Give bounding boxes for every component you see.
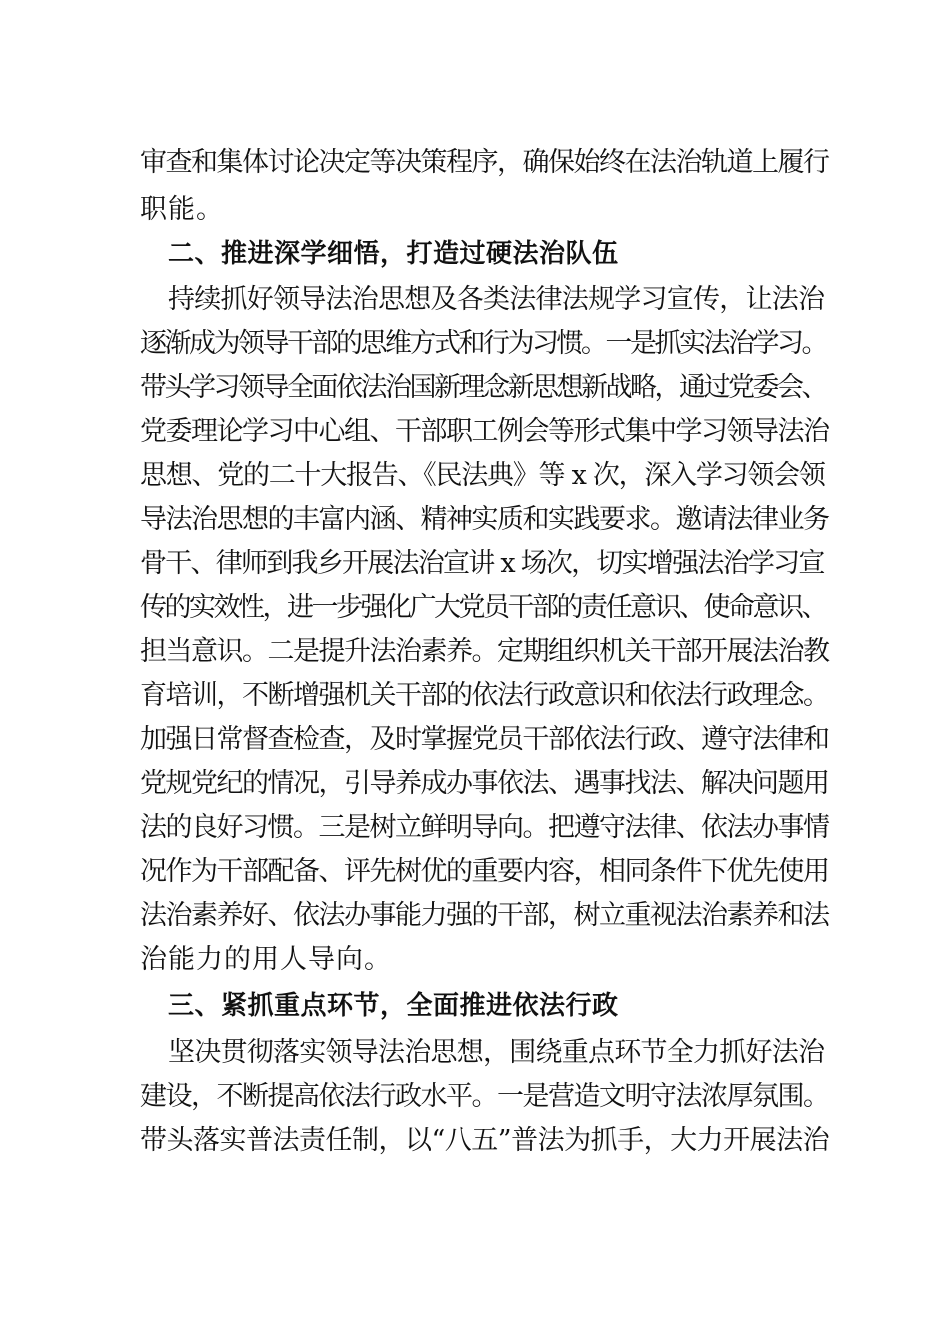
body-line: 法的良好习惯。三是树立鲜明导向。把遵守法律、依法办事情 — [140, 812, 829, 843]
body-line: 思想、党的二十大报告、《民法典》等 x 次，深入学习领会领 — [140, 460, 825, 491]
body-line: 逐渐成为领导干部的思维方式和行为习惯。一是抓实法治学习。 — [140, 328, 826, 359]
body-line: 党规党纪的情况，引导养成办事依法、遇事找法、解决问题用 — [140, 768, 829, 799]
body-line: 担当意识。二是提升法治素养。定期组织机关干部开展法治教 — [140, 636, 829, 667]
body-line: 治能力的用人导向。 — [140, 944, 392, 975]
body-line: 带头落实普法责任制，以“八五”普法为抓手，大力开展法治 — [140, 1125, 830, 1156]
section-heading: 三、紧抓重点环节，全面推进依法行政 — [168, 991, 619, 1021]
body-line: 导法治思想的丰富内涵、精神实质和实践要求。邀请法律业务 — [140, 504, 829, 535]
body-line: 职能。 — [140, 194, 224, 225]
body-line: 坚决贯彻落实领导法治思想，围绕重点环节全力抓好法治 — [168, 1037, 825, 1068]
body-line: 况作为干部配备、评先树优的重要内容，相同条件下优先使用 — [140, 856, 829, 887]
body-line: 持续抓好领导法治思想及各类法律法规学习宣传，让法治 — [168, 284, 825, 315]
body-line: 党委理论学习中心组、干部职工例会等形式集中学习领导法治 — [140, 416, 829, 447]
section-heading: 二、推进深学细悟，打造过硬法治队伍 — [168, 239, 619, 269]
body-line: 传的实效性，进一步强化广大党员干部的责任意识、使命意识、 — [140, 592, 826, 623]
body-line: 带头学习领导全面依法治国新理念新思想新战略，通过党委会、 — [140, 372, 826, 403]
body-line: 建设，不断提高依法行政水平。一是营造文明守法浓厚氛围。 — [140, 1081, 829, 1112]
body-line: 审查和集体讨论决定等决策程序，确保始终在法治轨道上履行 — [140, 147, 829, 178]
body-line: 加强日常督查检查，及时掌握党员干部依法行政、遵守法律和 — [140, 724, 829, 755]
body-line: 骨干、律师到我乡开展法治宣讲 x 场次，切实增强法治学习宣 — [140, 548, 824, 579]
body-line: 育培训，不断增强机关干部的依法行政意识和依法行政理念。 — [140, 680, 829, 711]
body-line: 法治素养好、依法办事能力强的干部，树立重视法治素养和法 — [140, 900, 829, 931]
